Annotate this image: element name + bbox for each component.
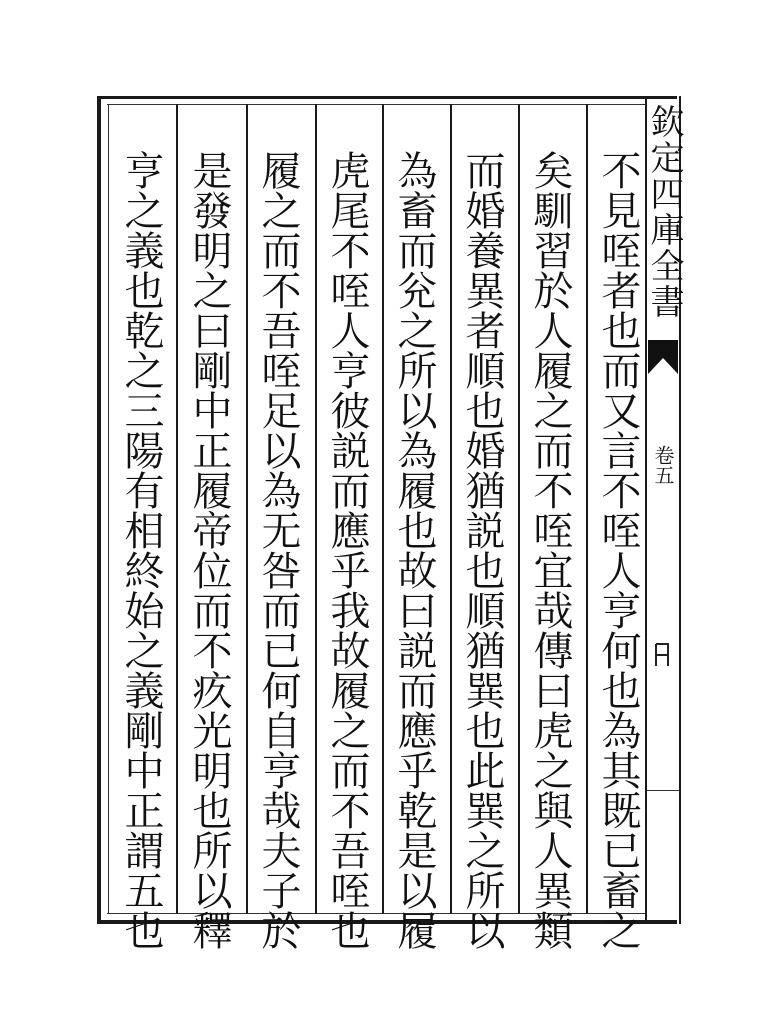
column-divider <box>246 104 248 914</box>
page-border-frame <box>97 96 677 950</box>
column-divider <box>176 104 178 914</box>
column-divider <box>450 104 452 914</box>
text-column-1: 不見咥者也而又言不咥人亨何也為其既已畜之 <box>595 150 641 950</box>
text-column-5: 虎尾不咥人亨彼説而應乎我故履之而不吾咥也 <box>324 150 370 950</box>
text-column-6: 履之而不吾咥足以為无咎而已何自亨哉夫子於 <box>255 150 301 950</box>
column-divider <box>382 104 384 914</box>
fishtail-mark-icon <box>648 340 678 374</box>
text-column-2: 矣馴習於人履之而不咥宜哉傳曰虎之與人異類 <box>527 150 573 950</box>
margin-rule <box>647 790 679 791</box>
column-divider <box>586 104 588 914</box>
inner-left-rule <box>108 104 109 914</box>
volume-label: 卷五 <box>651 445 675 485</box>
book-title: 欽定四庫全書 <box>644 104 684 320</box>
text-column-8: 亨之義也乾之三陽有相終始之義剛中正謂五也 <box>118 150 164 950</box>
column-divider <box>518 104 520 914</box>
text-column-4: 為畜而兊之所以為履也故曰説而應乎乾是以履 <box>391 150 437 950</box>
column-divider <box>315 104 317 914</box>
text-column-7: 是發明之曰剛中正履帝位而不疚光明也所以釋 <box>186 150 232 950</box>
inner-top-rule <box>107 104 647 105</box>
text-column-3: 而婚養異者順也婚猶説也順猶巽也此巽之所以 <box>459 150 505 950</box>
page-mark-icon <box>652 640 674 670</box>
